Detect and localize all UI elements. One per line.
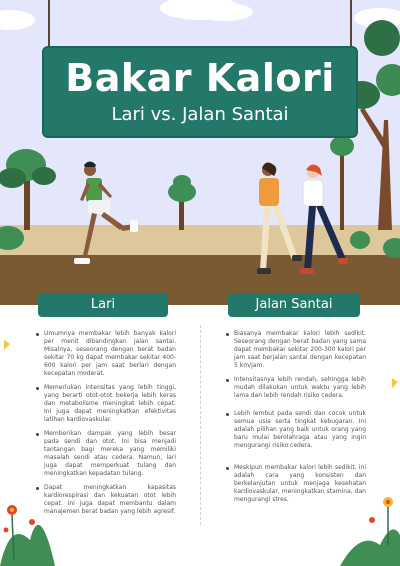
list-lari — [36, 330, 176, 516]
list-item: Biasanya membakar kalori lebih sedikit. Seseorang dengan berat badan yang sama dapat membakar sekitar 200-300 kalori per jam saat berjalan santai dengan kecepatan 5 km/jam. — [226, 330, 366, 370]
list-item: Meskipun membakar kalori lebih sedikit, ini adalah cara yang konsisten dan berkelanjutan untuk menjaga kesehatan kardiovaskular, meningkatkan stamina, dan mengurangi stres. — [226, 464, 366, 504]
tree-small — [330, 136, 354, 230]
list-item: Umumnya membakar lebih banyak kalori per menit dibandingkan jalan santai. Misalnya, seseorang dengan berat badan sekitar 70 kg dapat membakar sekitar 400-600 kalori per jam saat berlari dengan kecepatan moderat. — [36, 330, 176, 378]
tree-center — [168, 175, 196, 230]
title-sign — [42, 46, 358, 138]
walker-orange — [257, 162, 302, 274]
clouds — [0, 0, 400, 30]
column-header-jalan-santai: Jalan Santai — [228, 293, 360, 317]
page-title: Bakar Kalori — [65, 56, 335, 100]
runner-figure — [74, 162, 138, 265]
tree-left — [0, 149, 56, 230]
list-item: Lebih lembut pada sendi dan cocok untuk semua usia serta tingkat kebugaran. Ini adalah pilihan yang baik untuk orang yang baru mulai berolahraga atau yang ingin mengurangi risiko cedera. — [226, 410, 366, 450]
column-header-lari: Lari — [38, 293, 168, 317]
list-jalan-santai — [226, 330, 366, 504]
list-item: Memberikan dampak yang lebih besar pada sendi dan otot. Ini bisa menjadi tantangan bagi mereka yang memiliki masalah sendi atau cedera. Namun, lari juga dapat memperkuat tulang dan meningkatkan kepadatan tulang. — [36, 430, 176, 478]
list-item: Intensitasnya lebih rendah, sehingga lebih mudah dilakukan untuk waktu yang lebih lama dan lebih rendah risiko cedera. — [226, 376, 366, 400]
column-divider — [200, 325, 201, 525]
page-subtitle: Lari vs. Jalan Santai — [111, 104, 289, 125]
list-item: Memerlukan intensitas yang lebih tinggi, yang berarti otot-otot bekerja lebih keras dan metabolisme meningkat lebih cepat. Ini juga dapat meningkatkan efektivitas latihan kardiovaskular. — [36, 384, 176, 424]
bottom-right-plant — [340, 497, 400, 566]
list-item: Dapat meningkatkan kapasitas kardiorespirasi dan kekuatan otot lebih cepat. Ini juga dapat membantu dalam manajemen berat badan yang lebih agresif. — [36, 484, 176, 516]
